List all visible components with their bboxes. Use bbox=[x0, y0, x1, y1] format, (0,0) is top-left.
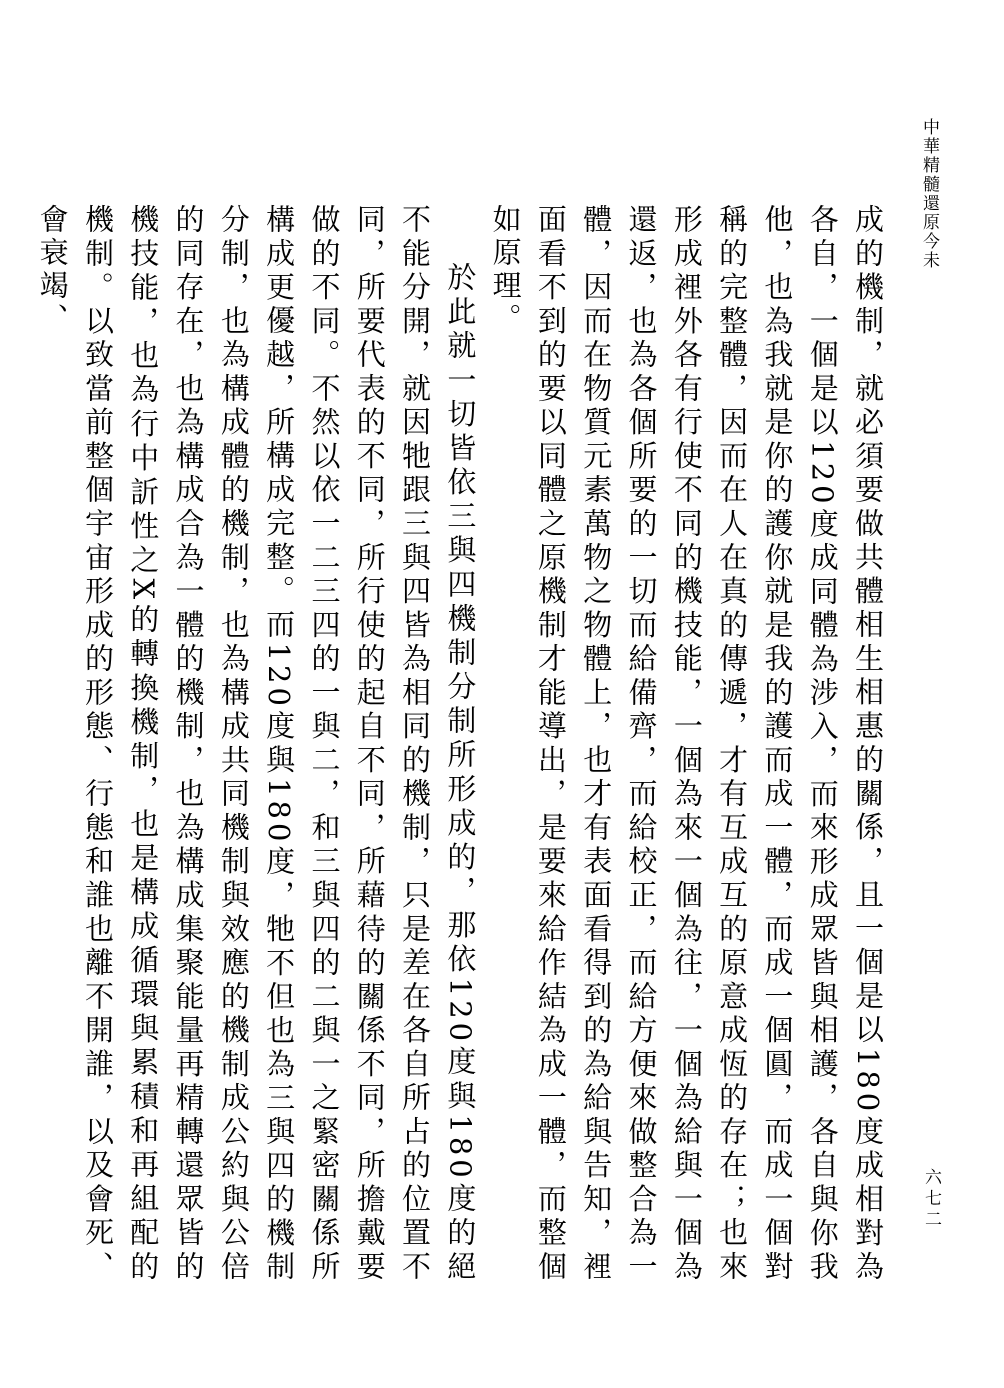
paragraph: 成的機制，就必須要做共體相生相惠的關係，且一個是以180度成相對為各自，一個是以120度成同體為涉入，而來形成眾皆與相護，各自與你我他，也為我就是你的護你就是我的護而成一體，而成一個圓，而成一個對稱的完整體，因而在人在真的傳遞，才有互成互的原意成恆的存在；也來形成裡外各有行使不同的機技能，一個為來一個為往，一個為給與一個為還返，也為各個所要的一切而給備齊，而給校正，而給方便來做整合為一體，因而在物質元素萬物之物體上，也才有表面看得到的為給與告知，裡面看不到的要以同體之原機制才能導出，是要來給作結為成一體，而整個如原理。 bbox=[488, 204, 885, 1284]
running-header: 中華精髓還原今未 bbox=[919, 118, 939, 270]
body-text bbox=[35, 204, 890, 1284]
paragraph: 於此就一切皆依三與四機制分制所形成的，那依120度與180度的絕不能分開，就因牠跟三與四皆為相同的機制，只是差在各自所占的位置不同，所要代表的不同，所行使的起自不同，所藉待的關係不同，所擔戴要做的不同。不然以依一二三四的一與二，和三與四的二與一之緊密關係所構成更優越，所構成完整。而120度與180度，牠不但也為三與四的機制分制，也為構成體的機制，也為構成共同機制與效應的機制成公約與公倍的同存在，也為構成合為一體的機制，也為構成集聚能量再精轉還眾皆的機技能，也為行中訢性之X的轉換機制，也是構成循環與累積和再組配的機制。以致當前整個宇宙形成的形態、行態和誰也離不開誰，以及會死、會衰竭、 bbox=[35, 204, 478, 1284]
page-number: 六七二 bbox=[921, 1168, 941, 1231]
